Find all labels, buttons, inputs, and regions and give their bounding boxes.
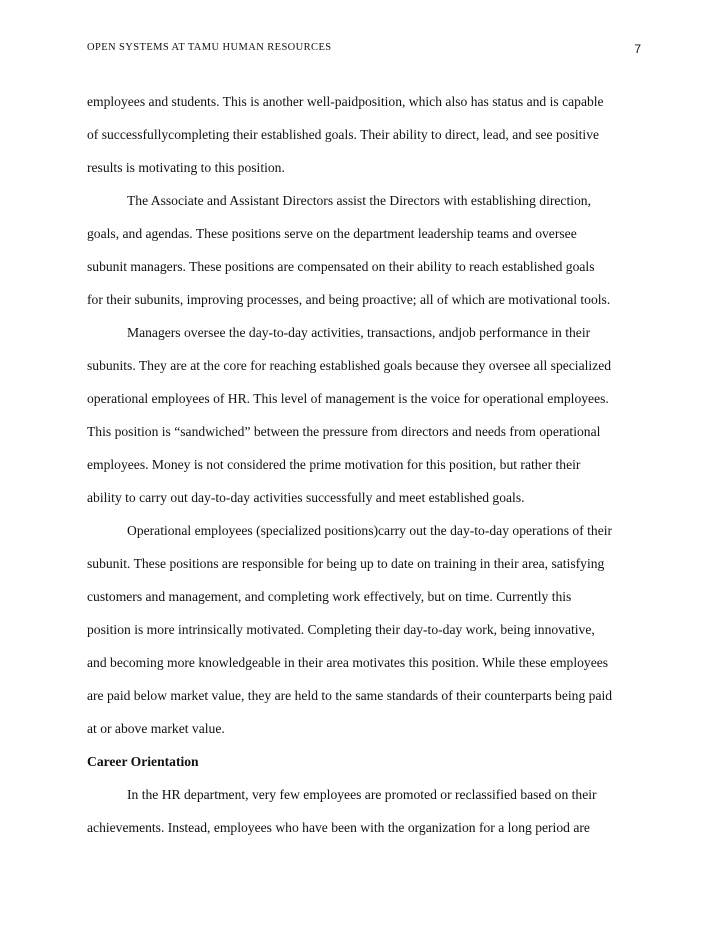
running-head: OPEN SYSTEMS AT TAMU HUMAN RESOURCES <box>87 42 332 53</box>
text-line: of successfullycompleting their established goals. Their ability to direct, lead, and see positive <box>87 127 600 142</box>
text-line: at or above market value. <box>87 721 225 736</box>
text-line: employees and students. This is another well-paidposition, which also has status and is capable <box>87 94 604 109</box>
text-line: The Associate and Assistant Directors assist the Directors with establishing direction, <box>127 193 591 208</box>
text-line: for their subunits, improving processes, and being proactive; all of which are motivational tools. <box>87 292 611 307</box>
text-line: subunits. They are at the core for reaching established goals because they oversee all specialized <box>87 358 612 373</box>
text-line: subunit. These positions are responsible for being up to date on training in their area, satisfying <box>87 556 605 571</box>
text-line: employees. Money is not considered the prime motivation for this position, but rather their <box>87 457 581 472</box>
text-line: customers and management, and completing work effectively, but on time. Currently this <box>87 589 572 604</box>
text-line: operational employees of HR. This level of management is the voice for operational employees. <box>87 391 609 406</box>
text-line: Operational employees (specialized positions)carry out the day-to-day operations of their <box>127 523 613 538</box>
page-number: 7 <box>634 42 641 56</box>
text-line: subunit managers. These positions are compensated on their ability to reach established goals <box>87 259 595 274</box>
text-line: ability to carry out day-to-day activities successfully and meet established goals. <box>87 490 525 505</box>
text-line: This position is “sandwiched” between the pressure from directors and needs from operational <box>87 424 601 439</box>
text-line: In the HR department, very few employees are promoted or reclassified based on their <box>127 787 597 802</box>
text-line: are paid below market value, they are held to the same standards of their counterparts being paid <box>87 688 613 703</box>
text-line: Managers oversee the day-to-day activities, transactions, andjob performance in their <box>127 325 591 340</box>
text-line: achievements. Instead, employees who have been with the organization for a long period are <box>87 820 590 835</box>
text-line: results is motivating to this position. <box>87 160 285 175</box>
text-line: goals, and agendas. These positions serve on the department leadership teams and oversee <box>87 226 577 241</box>
body-text <box>87 85 643 844</box>
section-heading: Career Orientation <box>87 754 199 769</box>
text-line: and becoming more knowledgeable in their area motivates this position. While these employees <box>87 655 609 670</box>
text-line: position is more intrinsically motivated. Completing their day-to-day work, being innovative, <box>87 622 595 637</box>
